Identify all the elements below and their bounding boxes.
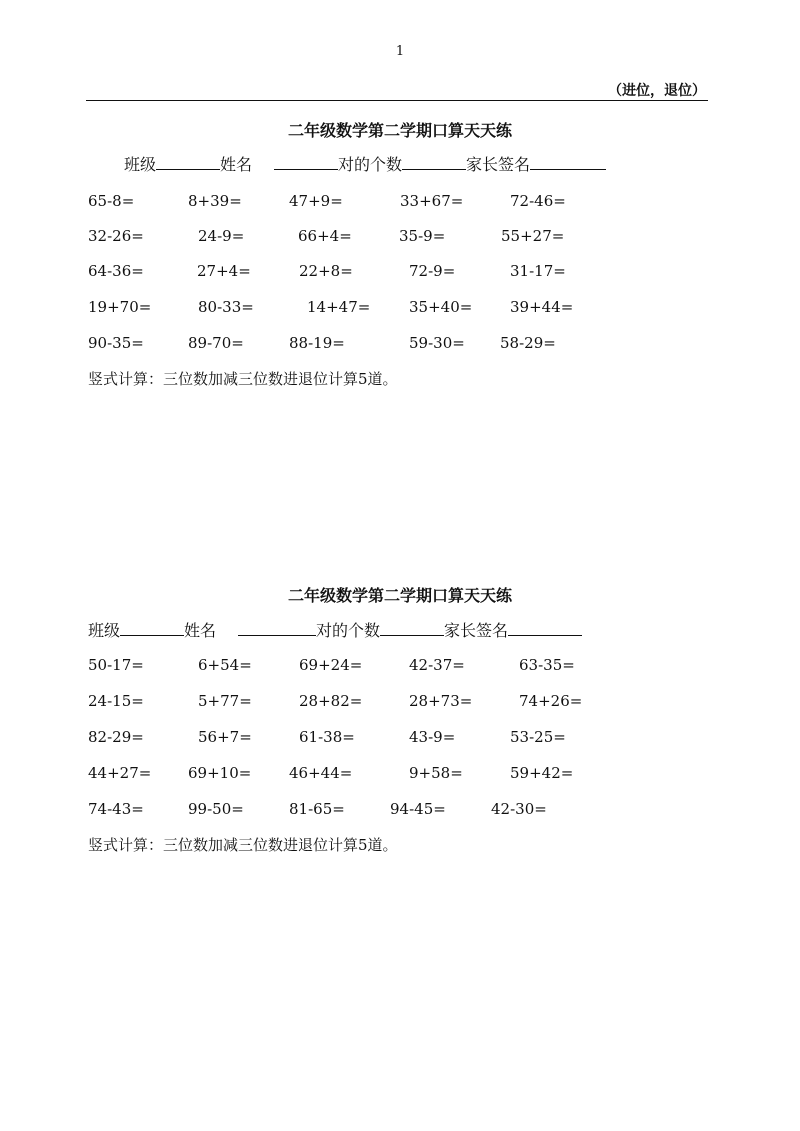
problem: 6+54=: [198, 656, 252, 674]
name-blank[interactable]: [274, 153, 338, 170]
problem: 35+40=: [409, 298, 473, 316]
problem: 74-43=: [88, 800, 144, 818]
problem: 19+70=: [88, 298, 152, 316]
parent-signature-label: 家长签名: [444, 621, 509, 640]
problem: 88-19=: [289, 334, 345, 352]
problem: 94-45=: [390, 800, 446, 818]
problem: 46+44=: [289, 764, 353, 782]
problem: 64-36=: [88, 262, 144, 280]
section-title: 二年级数学第二学期口算天天练: [287, 586, 512, 605]
vertical-calculation-note: 竖式计算：三位数加减三位数进退位计算5道。: [88, 836, 398, 854]
problem: 55+27=: [501, 227, 565, 245]
problem: 28+73=: [409, 692, 473, 710]
problem: 59+42=: [510, 764, 574, 782]
problem: 58-29=: [500, 334, 556, 352]
student-info-row: [88, 618, 582, 641]
problem: 99-50=: [188, 800, 244, 818]
problem: 63-35=: [519, 656, 575, 674]
problem: 69+24=: [299, 656, 363, 674]
class-blank[interactable]: [120, 619, 184, 636]
problem: 5+77=: [198, 692, 252, 710]
problem: 33+67=: [400, 192, 464, 210]
problem: 28+82=: [299, 692, 363, 710]
page-number: 1: [395, 44, 405, 59]
problem: 69+10=: [188, 764, 252, 782]
problem: 42-30=: [491, 800, 547, 818]
problem: 61-38=: [299, 728, 355, 746]
section-title: 二年级数学第二学期口算天天练: [287, 121, 512, 140]
problem: 50-17=: [88, 656, 144, 674]
problem: 90-35=: [88, 334, 144, 352]
problem: 35-9=: [399, 227, 446, 245]
vertical-calculation-note: 竖式计算：三位数加减三位数进退位计算5道。: [88, 370, 398, 388]
problem: 43-9=: [409, 728, 456, 746]
parent-signature-blank[interactable]: [530, 153, 606, 170]
correct-count-blank[interactable]: [380, 619, 444, 636]
correct-count-label: 对的个数: [316, 621, 381, 640]
problem: 47+9=: [289, 192, 343, 210]
class-label: 班级: [124, 155, 157, 174]
problem: 9+58=: [409, 764, 463, 782]
student-info-row: [124, 152, 606, 175]
name-label: 姓名: [220, 155, 253, 174]
problem: 32-26=: [88, 227, 144, 245]
problem: 56+7=: [198, 728, 252, 746]
problem: 22+8=: [299, 262, 353, 280]
problem: 31-17=: [510, 262, 566, 280]
problem: 14+47=: [307, 298, 371, 316]
problem: 81-65=: [289, 800, 345, 818]
correct-count-label: 对的个数: [338, 155, 403, 174]
problem: 80-33=: [198, 298, 254, 316]
problem: 72-9=: [409, 262, 456, 280]
header-note: （进位，退位）: [608, 83, 706, 99]
parent-signature-label: 家长签名: [466, 155, 531, 174]
problem: 89-70=: [188, 334, 244, 352]
name-blank[interactable]: [238, 619, 316, 636]
problem: 24-15=: [88, 692, 144, 710]
problem: 66+4=: [298, 227, 352, 245]
problem: 53-25=: [510, 728, 566, 746]
problem: 72-46=: [510, 192, 566, 210]
problem: 24-9=: [198, 227, 245, 245]
problem: 42-37=: [409, 656, 465, 674]
problem: 74+26=: [519, 692, 583, 710]
class-label: 班级: [88, 621, 121, 640]
problem: 39+44=: [510, 298, 574, 316]
problem: 82-29=: [88, 728, 144, 746]
parent-signature-blank[interactable]: [508, 619, 582, 636]
name-label: 姓名: [184, 621, 217, 640]
class-blank[interactable]: [156, 153, 220, 170]
problem: 27+4=: [197, 262, 251, 280]
header-rule: [86, 100, 708, 101]
problem: 65-8=: [88, 192, 135, 210]
problem: 44+27=: [88, 764, 152, 782]
correct-count-blank[interactable]: [402, 153, 466, 170]
problem: 8+39=: [188, 192, 242, 210]
problem: 59-30=: [409, 334, 465, 352]
